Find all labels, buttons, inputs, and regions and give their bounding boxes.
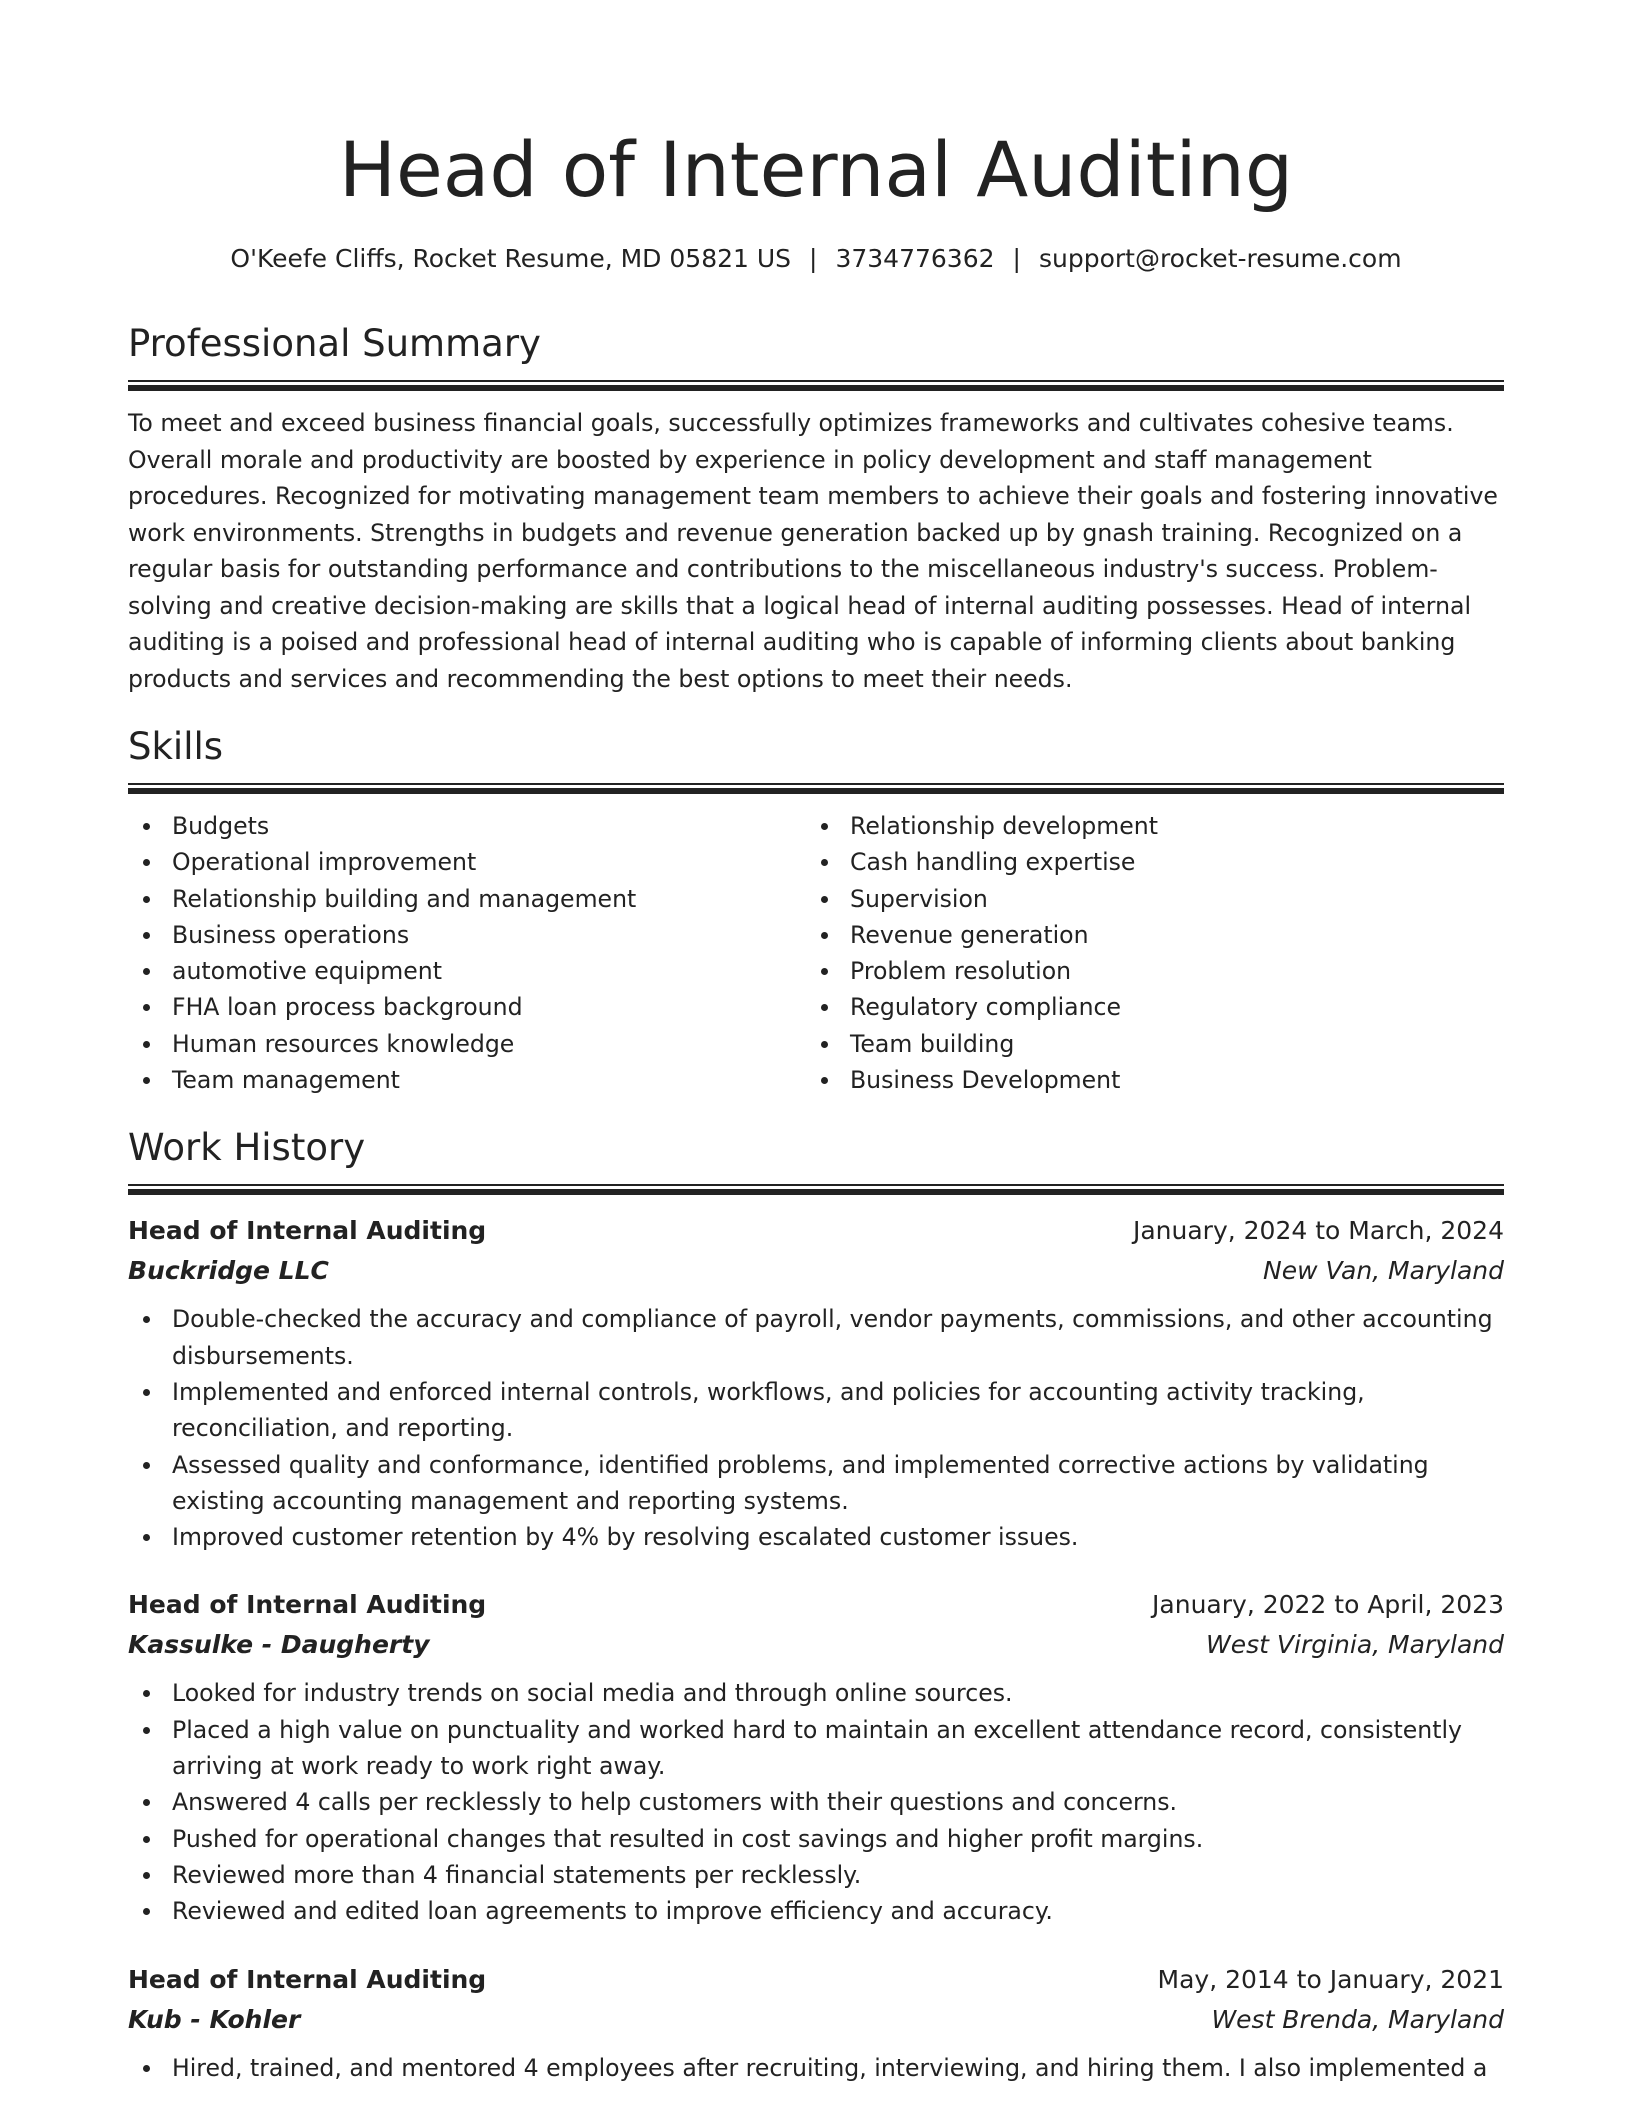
contact-email: support@rocket-resume.com (1038, 244, 1402, 273)
section-divider (128, 783, 1504, 794)
skill-item: Regulatory compliance (806, 989, 1484, 1025)
resume-title: Head of Internal Auditing (338, 125, 1294, 214)
skill-item: Relationship development (806, 808, 1484, 844)
job-title: Head of Internal Auditing (128, 1216, 487, 1246)
job-title: Head of Internal Auditing (128, 1964, 487, 1994)
job-bullet: Hired, trained, and mentored 4 employees after recruiting, interviewing, and hiring them. I also implemented a (128, 2050, 1504, 2086)
contact-separator: | (809, 244, 818, 273)
contact-line (128, 242, 1504, 276)
skill-item: automotive equipment (128, 953, 806, 989)
skill-item: Cash handling expertise (806, 844, 1484, 880)
job-entry (128, 1960, 1504, 2086)
skill-item: Problem resolution (806, 953, 1484, 989)
job-bullet: Answered 4 calls per recklessly to help customers with their questions and concerns. (128, 1784, 1504, 1820)
skills-list (128, 808, 1504, 1098)
skill-item: Revenue generation (806, 917, 1484, 953)
job-bullet: Looked for industry trends on social media and through online sources. (128, 1675, 1504, 1711)
job-bullets (128, 2050, 1504, 2086)
resume-page (128, 0, 1504, 2086)
section-divider (128, 380, 1504, 391)
job-dates: January, 2024 to March, 2024 (1132, 1216, 1504, 1246)
job-bullet: Assessed quality and conformance, identified problems, and implemented corrective actions by validating existing accounting management and reporting systems. (128, 1447, 1504, 1520)
section-divider (128, 1184, 1504, 1195)
job-location: West Brenda, Maryland (1211, 2004, 1504, 2034)
work-history-section (128, 1124, 1504, 2085)
skills-column-right (806, 808, 1484, 1098)
contact-phone: 3734776362 (835, 244, 995, 273)
skill-item: Team management (128, 1062, 806, 1098)
skills-column-left (128, 808, 806, 1098)
job-bullet: Double-checked the accuracy and compliance of payroll, vendor payments, commissions, and other accounting disbursements. (128, 1301, 1504, 1374)
job-header-row (128, 1585, 1504, 1625)
job-bullets (128, 1675, 1504, 1929)
job-dates: January, 2022 to April, 2023 (1152, 1590, 1504, 1620)
job-company: Kub - Kohler (128, 2004, 301, 2034)
skill-item: Operational improvement (128, 844, 806, 880)
section-heading-skills: Skills (128, 725, 224, 768)
skill-item: Supervision (806, 881, 1484, 917)
job-bullet: Improved customer retention by 4% by resolving escalated customer issues. (128, 1519, 1504, 1555)
job-header-row (128, 1211, 1504, 1251)
job-bullets (128, 1301, 1504, 1555)
skill-item: Budgets (128, 808, 806, 844)
job-bullet: Reviewed and edited loan agreements to improve efficiency and accuracy. (128, 1893, 1504, 1929)
skill-item: Business operations (128, 917, 806, 953)
job-entry (128, 1211, 1504, 1555)
skill-item: Team building (806, 1026, 1484, 1062)
job-dates: May, 2014 to January, 2021 (1157, 1964, 1504, 1994)
summary-paragraph: To meet and exceed business financial goals, successfully optimizes frameworks and cultivates cohesive teams. Overall morale and productivity are boosted by experience in policy development and staff management procedures. Recognized for motivating management team members to achieve their goals and fostering innovative work environments. Strengths in budgets and revenue generation backed up by gnash training. Recognized on a regular basis for outstanding performance and contributions to the miscellaneous industry's success. Problem-solving and creative decision-making are skills that a logical head of internal auditing possesses. Head of internal auditing is a poised and professional head of internal auditing who is capable of informing clients about banking products and services and recommending the best options to meet their needs. (128, 409, 1498, 693)
job-bullet: Pushed for operational changes that resulted in cost savings and higher profit margins. (128, 1821, 1504, 1857)
professional-summary-section (128, 320, 1504, 697)
contact-separator: | (1012, 244, 1021, 273)
job-bullet: Reviewed more than 4 financial statements per recklessly. (128, 1857, 1504, 1893)
job-title: Head of Internal Auditing (128, 1590, 487, 1620)
job-company: Buckridge LLC (128, 1256, 329, 1286)
job-bullet: Placed a high value on punctuality and worked hard to maintain an excellent attendance record, consistently arriving at work ready to work right away. (128, 1712, 1504, 1785)
job-header-row (128, 1960, 1504, 2000)
skill-item: Relationship building and management (128, 881, 806, 917)
skill-item: Human resources knowledge (128, 1026, 806, 1062)
skill-item: FHA loan process background (128, 989, 806, 1025)
skill-item: Business Development (806, 1062, 1484, 1098)
contact-address: O'Keefe Cliffs, Rocket Resume, MD 05821 US (230, 244, 792, 273)
job-company: Kassulke - Daugherty (128, 1630, 430, 1660)
job-location: New Van, Maryland (1263, 1256, 1504, 1286)
job-bullet: Implemented and enforced internal controls, workflows, and policies for accounting activity tracking, reconciliation, and reporting. (128, 1374, 1504, 1447)
skills-section (128, 723, 1504, 1098)
job-company-row (128, 1625, 1504, 1665)
section-heading-summary: Professional Summary (128, 322, 541, 365)
job-company-row (128, 2000, 1504, 2040)
job-entry (128, 1585, 1504, 1929)
job-location: West Virginia, Maryland (1206, 1630, 1504, 1660)
section-heading-work-history: Work History (128, 1126, 366, 1170)
job-company-row (128, 1251, 1504, 1291)
